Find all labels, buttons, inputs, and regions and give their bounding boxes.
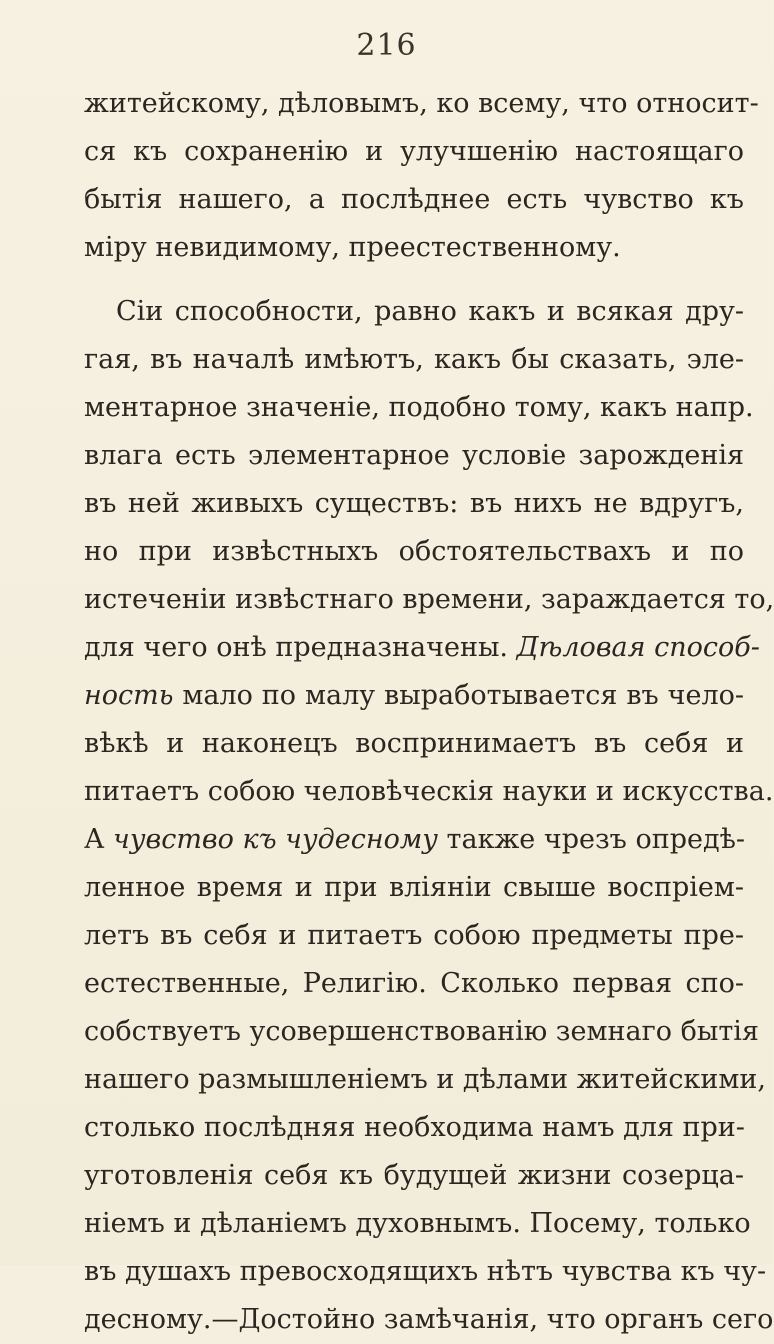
text-segment: ніемъ и дѣланіемъ духовнымъ. Посему, только <box>84 1208 751 1239</box>
text-line <box>84 128 744 176</box>
text-segment: вѣкѣ и наконецъ воспринимаетъ въ себя и <box>84 728 744 759</box>
text-line <box>84 336 744 384</box>
text-segment: гая, въ началѣ имѣютъ, какъ бы сказать, эле- <box>84 344 744 375</box>
italic-text: чувство къ чудесному <box>113 824 438 855</box>
text-segment: ся къ сохраненію и улучшенію настоящаго <box>84 136 744 167</box>
text-line <box>84 672 744 720</box>
text-segment: ленное время и при вліяніи свыше воспріем- <box>84 872 744 903</box>
text-segment: въ душахъ превосходящихъ нѣтъ чувства къ чу- <box>84 1256 767 1287</box>
text-line <box>84 1104 744 1152</box>
text-line <box>84 1008 759 1056</box>
text-segment: уготовленія себя къ будущей жизни созерца- <box>84 1160 744 1191</box>
text-segment: влага есть элементарное условіе зарожденія <box>84 440 744 471</box>
text-line <box>84 1200 751 1248</box>
text-line <box>84 768 774 816</box>
text-line <box>84 288 744 336</box>
text-segment: ментарное значеніе, подобно тому, какъ напр. <box>84 392 754 423</box>
text-segment: питаетъ собою человѣческія науки и искусства. <box>84 776 774 807</box>
text-line <box>84 1056 766 1104</box>
text-segment: десному.—Достойно замѣчанія, что органъ сего <box>84 1304 774 1335</box>
text-segment: міру невидимому, преестественному. <box>84 232 621 263</box>
text-segment: А <box>84 824 114 855</box>
text-line <box>84 432 744 480</box>
paragraph-1 <box>84 80 759 272</box>
text-segment: собствуетъ усовершенствованію земнаго бытія <box>84 1016 759 1047</box>
text-line <box>84 80 759 128</box>
page-number: 216 <box>356 28 417 63</box>
text-line <box>84 960 744 1008</box>
text-segment: естественные, Религію. Сколько первая спо- <box>84 968 744 999</box>
text-segment: столько послѣдняя необходима намъ для при- <box>84 1112 745 1143</box>
text-segment: житейскому, дѣловымъ, ко всему, что относит- <box>84 88 759 119</box>
text-line <box>84 720 744 768</box>
text-segment: истеченіи извѣстнаго времени, зараждается то, <box>84 584 774 615</box>
text-line <box>84 528 744 576</box>
text-segment: мало по малу выработывается въ чело- <box>173 680 744 711</box>
text-segment: также чрезъ опредѣ- <box>437 824 745 855</box>
text-line <box>84 576 774 624</box>
text-line <box>84 176 744 224</box>
text-line <box>84 1152 744 1200</box>
text-segment: нашего размышленіемъ и дѣлами житейскими, <box>84 1064 766 1095</box>
text-segment: для чего онѣ предназначены. <box>84 632 517 663</box>
text-line <box>84 1248 767 1296</box>
text-line <box>84 480 744 528</box>
text-segment: летъ въ себя и питаетъ собою предметы пре- <box>84 920 744 951</box>
text-line <box>84 224 744 272</box>
text-line <box>84 912 744 960</box>
text-line <box>84 864 744 912</box>
text-segment: въ ней живыхъ существъ: въ нихъ не вдругъ, <box>84 488 744 519</box>
text-segment: Сіи способности, равно какъ и всякая дру- <box>116 296 744 327</box>
text-line <box>84 624 760 672</box>
italic-text: ность <box>84 680 174 711</box>
text-line <box>84 1296 774 1344</box>
text-segment: но при извѣстныхъ обстоятельствахъ и по <box>84 536 744 567</box>
text-line <box>84 384 754 432</box>
paragraph-2 <box>84 288 774 1344</box>
italic-text: Дѣловая способ- <box>516 632 760 663</box>
text-segment: бытія нашего, а послѣднее есть чувство къ <box>84 184 744 215</box>
text-line <box>84 816 744 864</box>
